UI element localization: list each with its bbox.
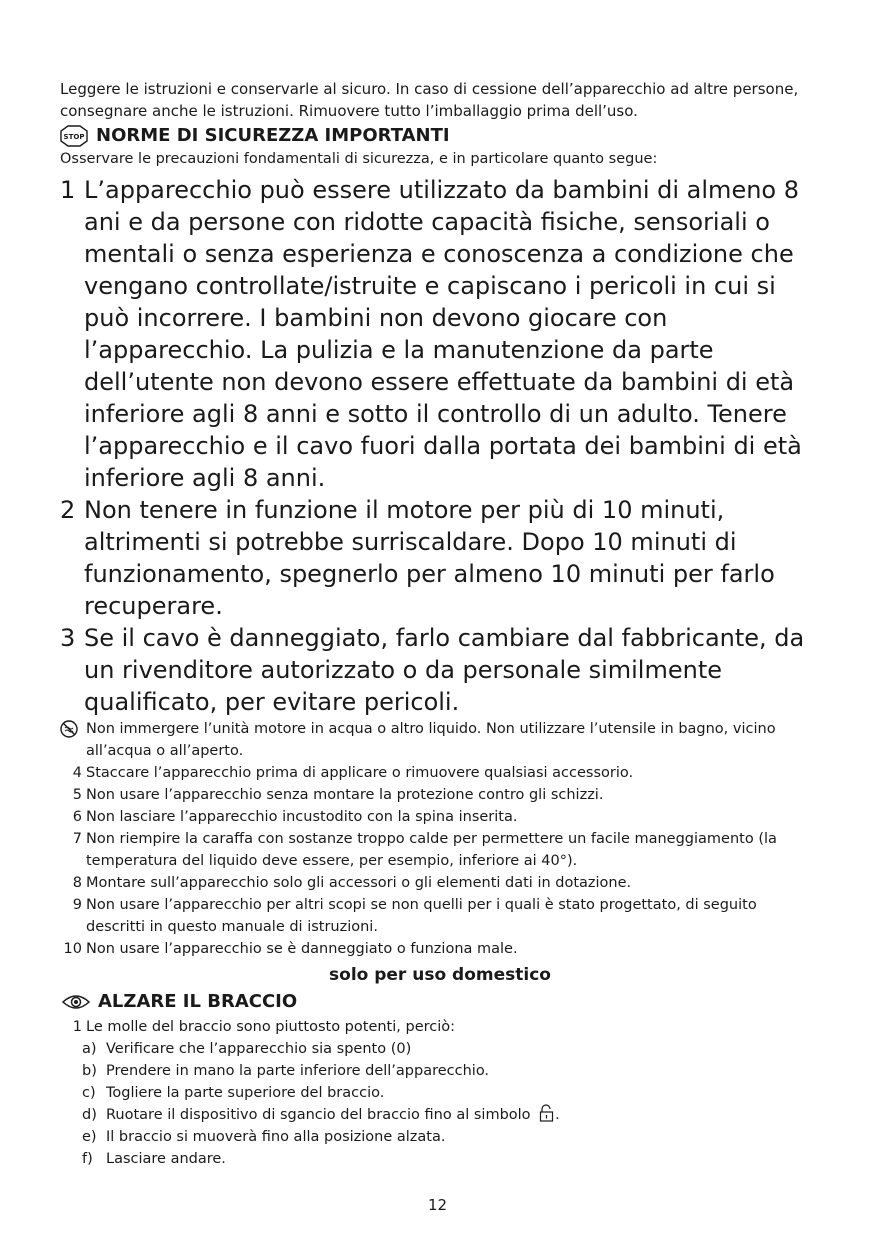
step-text: Verificare che l’apparecchio sia spento (0) [106,1041,412,1057]
item-number: 1 [60,176,76,204]
stop-icon-text: STOP [63,133,85,141]
item-text: Se il cavo è danneggiato, farlo cambiare dal fabbricante, da un rivenditore autorizzato o da personale similmente qualificato, per evitare pericoli. [84,624,805,716]
no-water-text: Non immergere l’unità motore in acqua o altro liquido. Non utilizzare l’utensile in bagno, vicino all’acqua o all’aperto. [86,721,776,759]
item-text: Non tenere in funzione il motore per più di 10 minuti, altrimenti si potrebbe surriscaldare. Dopo 10 minuti di funzionamento, spegnerlo per almeno 10 minuti per farlo recuperare. [84,496,775,620]
big-item-list [60,174,820,718]
list-item [60,494,820,622]
item-text: Non usare l’apparecchio per altri scopi se non quelli per i quali è stato progettato, di seguito descritti in questo manuale di istruzioni. [86,897,757,935]
list-item [60,762,820,784]
stop-icon [60,125,88,147]
item-number: 4 [72,765,82,781]
step-letter: e) [82,1129,97,1145]
step-item [60,1126,820,1148]
safety-subtitle: Osservare le precauzioni fondamentali di sicurezza, e in particolare quanto segue: [60,151,658,167]
step-letter: c) [82,1085,96,1101]
step-letter: f) [82,1151,93,1167]
item-number: 7 [72,831,82,847]
step-item [60,1060,820,1082]
safety-heading [60,124,820,148]
safety-title: NORME DI SICUREZZA IMPORTANTI [96,125,450,146]
item-text: Montare sull’apparecchio solo gli accessori o gli elementi dati in dotazione. [86,875,632,891]
no-immersion-icon [60,718,86,762]
list-item [60,622,820,718]
eye-icon [62,993,90,1011]
step-item [60,1148,820,1170]
step-text: Prendere in mano la parte inferiore dell’apparecchio. [106,1063,490,1079]
step-text-main: Ruotare il dispositivo di sgancio del braccio fino al simbolo [106,1107,531,1123]
intro-text: Leggere le istruzioni e conservarle al sicuro. In caso di cessione dell’apparecchio ad altre persone, consegnare anche le istruzioni. Rimuovere tutto l’imballaggio prima dell’uso. [60,80,799,120]
item-text: Non lasciare l’apparecchio incustodito con la spina inserita. [86,809,518,825]
arm-title: ALZARE IL BRACCIO [98,991,298,1012]
item-number: 10 [63,941,82,957]
small-item-list [60,762,820,960]
list-item [60,806,820,828]
item-number: 2 [60,496,76,524]
item-number: 6 [72,809,82,825]
item-number: 8 [72,875,82,891]
arm-steps [60,1038,820,1170]
step-item [60,1082,820,1104]
item-number: 3 [60,624,76,652]
list-item [60,174,820,494]
step-text [106,1104,560,1126]
unlock-icon [539,1104,555,1122]
step-item [60,1104,820,1126]
item-text: Non riempire la caraffa con sostanze troppo calde per permettere un facile maneggiamento (la temperatura del liquido deve essere, per esempio, inferiore ai 40°). [86,831,777,869]
step-text: Lasciare andare. [106,1151,226,1167]
no-water-warning [60,718,820,762]
arm-heading [60,990,820,1014]
step-item [60,1038,820,1060]
step-letter: a) [82,1041,97,1057]
item-number: 1 [72,1019,82,1035]
list-item [60,828,820,872]
item-text: Non usare l’apparecchio senza montare la protezione contro gli schizzi. [86,787,604,803]
item-text: Staccare l’apparecchio prima di applicare o rimuovere qualsiasi accessorio. [86,765,634,781]
item-number: 9 [72,897,82,913]
page-number: 12 [427,1196,448,1214]
item-text: Le molle del braccio sono piuttosto potenti, perciò: [86,1019,456,1035]
item-number: 5 [72,787,82,803]
arm-item [60,1016,820,1038]
item-text: L’apparecchio può essere utilizzato da bambini di almeno 8 ani e da persone con ridotte capacità fisiche, sensoriali o mentali o senza esperienza e conoscenza a condizione che vengano controllate/istruite e capiscano i pericoli in cui si può incorrere. I bambini non devono giocare con l’apparecchio. La pulizia e la manutenzione da parte dell’utente non devono essere effettuate da bambini di età inferiore agli 8 anni e sotto il controllo di un adulto. Tenere l’apparecchio e il cavo fuori dalla portata dei bambini di età inferiore agli 8 anni. [84,176,802,492]
item-text: Non usare l’apparecchio se è danneggiato o funziona male. [86,941,518,957]
step-text: Togliere la parte superiore del braccio. [106,1085,385,1101]
list-item [60,872,820,894]
list-item [60,894,820,938]
step-letter: b) [82,1063,97,1079]
step-letter: d) [82,1107,97,1123]
step-text: Il braccio si muoverà fino alla posizione alzata. [106,1129,446,1145]
domestic-use-note: solo per uso domestico [329,965,551,985]
list-item [60,938,820,960]
step-text-end: . [555,1107,560,1123]
manual-page [60,78,820,1170]
list-item [60,784,820,806]
